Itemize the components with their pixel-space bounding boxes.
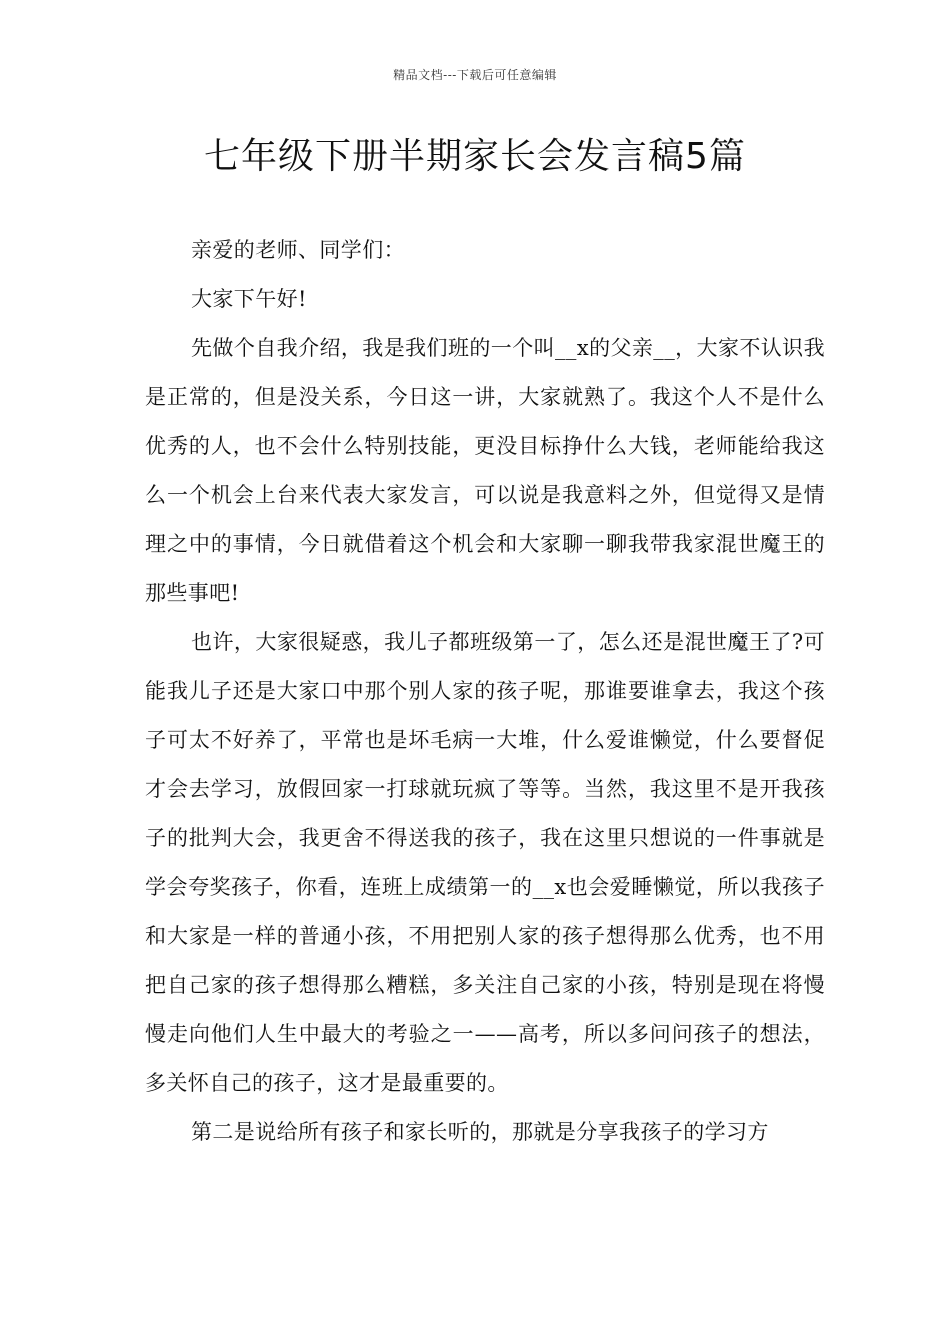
paragraph-introduction: 先做个自我介绍，我是我们班的一个叫__x的父亲__，大家不认识我是正常的，但是没关系，今日这一讲，大家就熟了。我这个人不是什么优秀的人，也不会什么特别技能，更没目标挣什么大钱，老师能给我这么一个机会上台来代表大家发言，可以说是我意料之外，但觉得又是情理之中的事情，今日就借着这个机会和大家聊一聊我带我家混世魔王的那些事吧!	[145, 336, 825, 605]
document-title: 七年级下册半期家长会发言稿5篇	[204, 136, 746, 177]
document-body	[145, 226, 825, 1157]
paragraph-greeting: 亲爱的老师、同学们：	[191, 238, 405, 262]
paragraph-second-point: 第二是说给所有孩子和家长听的，那就是分享我孩子的学习方	[191, 1120, 769, 1144]
paragraph-salutation: 大家下午好!	[191, 287, 307, 311]
header-note: 精品文档---下载后可任意编辑	[393, 68, 557, 82]
paragraph-main-point: 也许，大家很疑惑，我儿子都班级第一了，怎么还是混世魔王了?可能我儿子还是大家口中那个别人家的孩子呢，那谁要谁拿去，我这个孩子可太不好养了，平常也是坏毛病一大堆，什么爱谁懒觉，什么要督促才会去学习，放假回家一打球就玩疯了等等。当然，我这里不是开我孩子的批判大会，我更舍不得送我的孩子，我在这里只想说的一件事就是学会夸奖孩子，你看，连班上成绩第一的__x也会爱睡懒觉，所以我孩子和大家是一样的普通小孩，不用把别人家的孩子想得那么优秀，也不用把自己家的孩子想得那么糟糕，多关注自己家的小孩，特别是现在将慢慢走向他们人生中最大的考验之一——高考，所以多问问孩子的想法，多关怀自己的孩子，这才是最重要的。	[145, 630, 825, 1095]
